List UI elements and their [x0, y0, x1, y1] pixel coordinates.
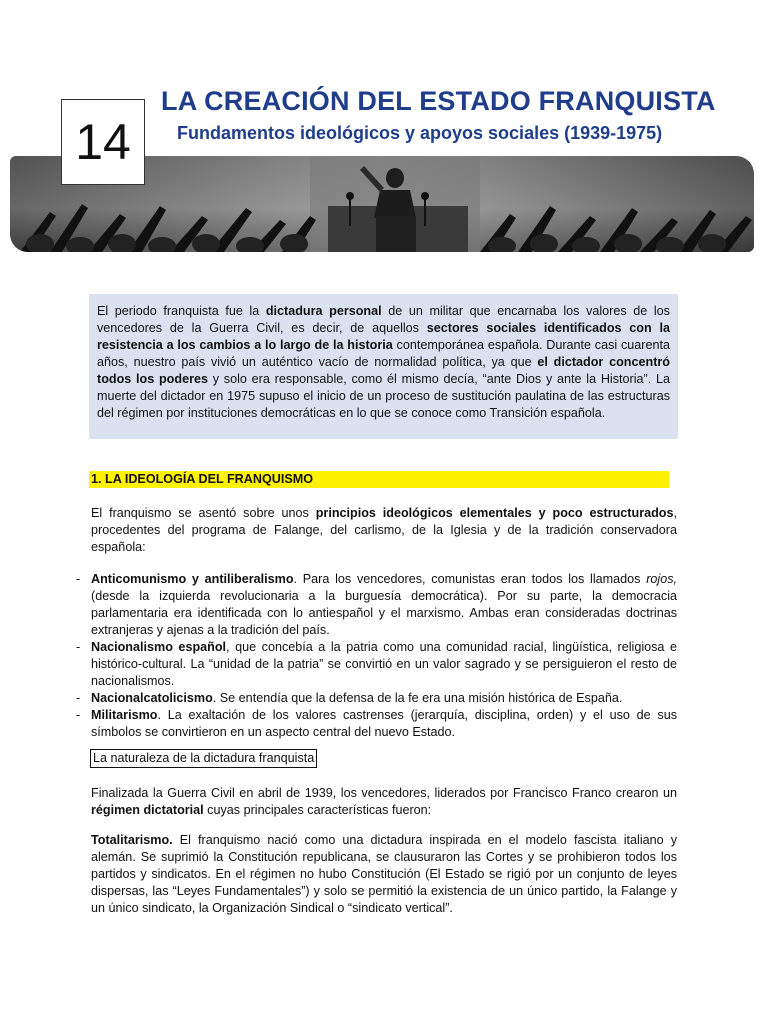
list-item-text: . La exaltación de los valores castrenses (jerarquía, disciplina, orden) y el uso de sus símbolos se convirtieron en un aspecto central del nuevo Estado. — [91, 708, 677, 739]
list-item-italic: rojos, — [646, 572, 677, 586]
paragraph-totalitarismo — [91, 832, 677, 917]
list-dash: - — [76, 640, 81, 654]
intro-text: contemporánea española. Durante casi cuarenta años, nuestro país vivió un auténtico vacío de normalidad política, ya que — [97, 338, 670, 369]
list-item — [74, 690, 677, 707]
paragraph-text: El franquismo nació como una dictadura inspirada en el modelo fascista italiano y alemán. Se suprimió la Constitución republicana, se clausuraron las Cortes y se prohibieron todos los partidos y sindicatos. En el régimen no hubo Constitución (El Estado se rigió por un conjunto de leyes dispersas, las “Leyes Fundamentales”) y solo se permitió la existencia de un único partido, la Falange y un único sindicato, la Organización Sindical o “sindicato vertical”. — [91, 833, 677, 915]
paragraph-bold: régimen dictatorial — [91, 803, 204, 817]
paragraph-regime — [91, 785, 677, 819]
intro-summary-box — [89, 294, 678, 439]
list-item-bold: Nacionalcatolicismo — [91, 691, 213, 705]
list-item-text: . Se entendía que la defensa de la fe era una misión histórica de España. — [212, 691, 623, 705]
paragraph-ideology — [91, 505, 677, 556]
intro-text: y solo era responsable, como él mismo decía, “ante Dios y ante la Historia”. La muerte del dictador en 1975 supuso el inicio de un proceso de sustitución paulatina de las estructuras del régimen por instituciones democráticas en lo que se conoce como Transición española. — [97, 372, 670, 420]
paragraph-text: , procedentes del programa de Falange, del carlismo, de la Iglesia y de la tradición conservadora española: — [91, 506, 677, 554]
list-item — [74, 639, 677, 690]
chapter-number-box — [61, 99, 145, 185]
intro-text: de un militar que encarnaba los valores de los vencedores de la Guerra Civil, es decir, de aquellos — [97, 304, 670, 335]
list-item-text: (desde la izquierda revolucionaria a la burguesía democrática). Por su parte, la democracia parlamentaria era identificada con lo antiespañol y el marxismo. Ambas eran consideradas doctrinas extranjeras y ajenas a la tradición del país. — [91, 589, 677, 637]
paragraph-bold: Totalitarismo. — [91, 833, 173, 847]
intro-bold: sectores sociales identificados con la resistencia a los cambios a lo largo de la historia — [97, 321, 670, 352]
intro-bold: dictadura personal — [265, 304, 382, 318]
list-dash: - — [76, 708, 81, 722]
ideology-bullet-list — [74, 571, 677, 741]
paragraph-text: El franquismo se asentó sobre unos — [91, 506, 316, 520]
list-dash: - — [76, 691, 81, 705]
section-heading: 1. LA IDEOLOGÍA DEL FRANQUISMO — [89, 471, 669, 488]
list-item-text: . Para los vencedores, comunistas eran todos los llamados — [293, 572, 647, 586]
list-dash: - — [76, 572, 81, 586]
page-title: LA CREACIÓN DEL ESTADO FRANQUISTA — [161, 86, 716, 116]
list-item — [74, 571, 677, 639]
paragraph-text: cuyas principales características fueron: — [203, 803, 432, 817]
list-item-bold: Nacionalismo español — [91, 640, 227, 654]
paragraph-text: Finalizada la Guerra Civil en abril de 1939, los vencedores, liderados por Francisco Franco crearon un — [91, 786, 677, 800]
page-subtitle: Fundamentos ideológicos y apoyos sociales (1939-1975) — [177, 123, 663, 143]
subheading-boxed: La naturaleza de la dictadura franquista — [90, 749, 317, 768]
chapter-number: 14 — [75, 114, 131, 170]
paragraph-bold: principios ideológicos elementales y poco estructurados — [315, 506, 674, 520]
list-item-bold: Anticomunismo y antiliberalismo — [91, 572, 294, 586]
intro-text: El periodo franquista fue la — [97, 304, 266, 318]
intro-bold: el dictador concentró todos los poderes — [97, 355, 670, 386]
list-item-bold: Militarismo — [91, 708, 158, 722]
list-item-text: , que concebía a la patria como una comunidad racial, lingüística, religiosa e histórico-cultural. La “unidad de la patria” se convirtió en un valor sagrado y se persiguieron el resto de nacionalismos. — [91, 640, 677, 688]
list-item — [74, 707, 677, 741]
